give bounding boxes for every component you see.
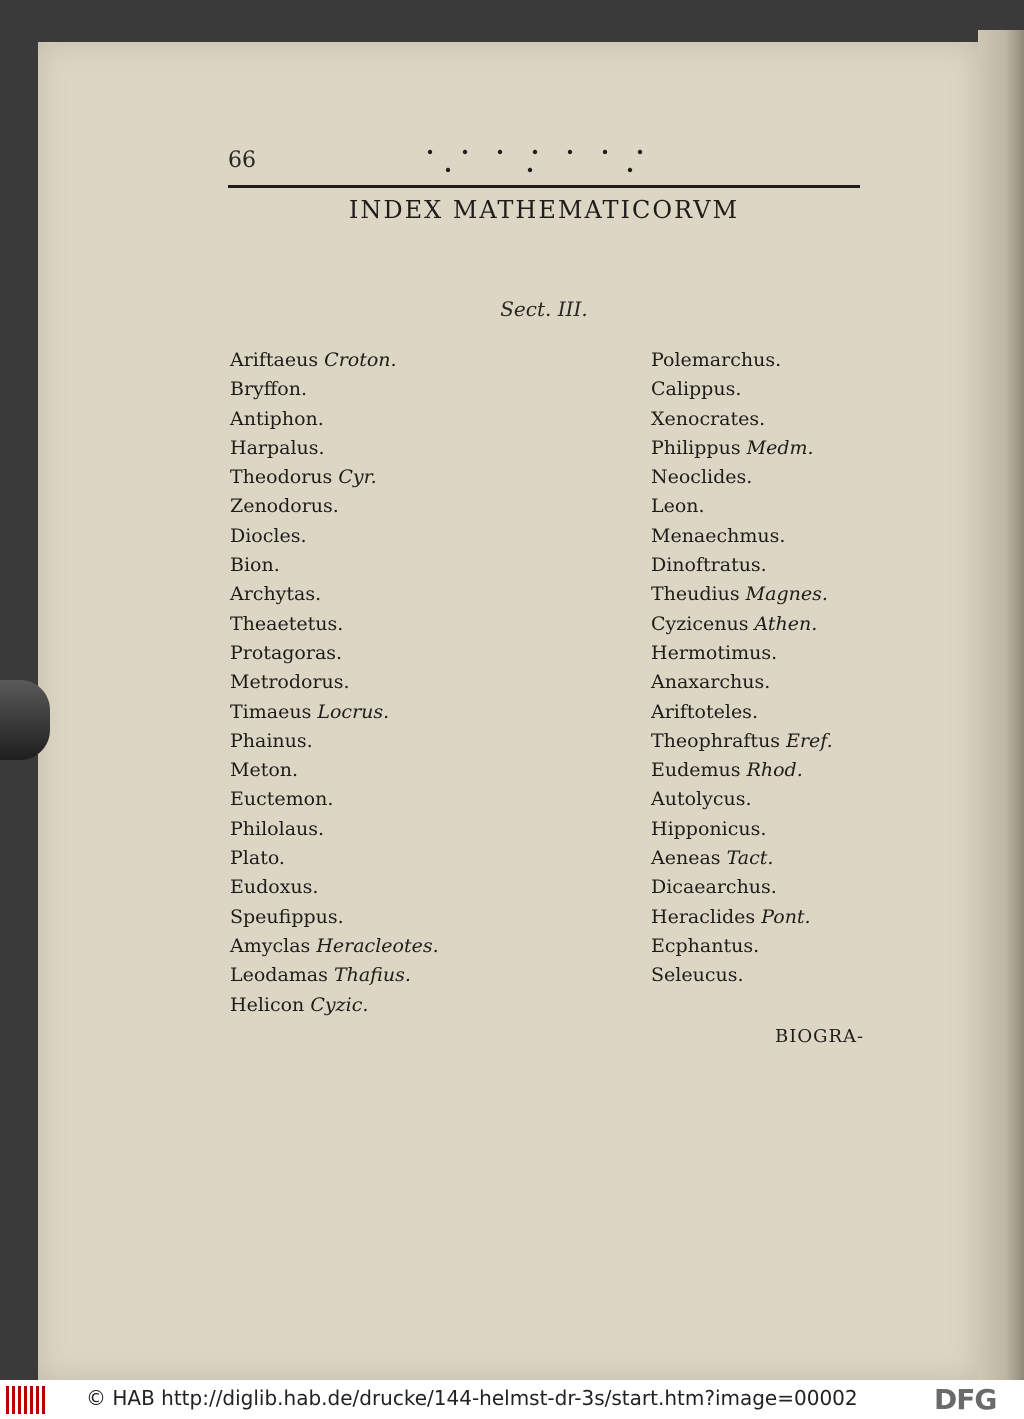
entry-name: Metrodorus. (230, 671, 350, 694)
entry-name: Eudoxus. (230, 876, 319, 899)
page-number: 66 (228, 148, 256, 173)
entry-name: Bion. (230, 554, 280, 577)
entry-epithet: Magnes. (745, 583, 828, 606)
entry-name: Helicon (230, 993, 305, 1016)
list-item (230, 668, 439, 697)
entry-name: Bryffon. (230, 378, 307, 401)
section-heading: Sect. III. (500, 297, 588, 321)
list-item (230, 522, 439, 551)
list-item (651, 375, 833, 404)
list-item (230, 375, 439, 404)
copyright-link[interactable]: © HAB http://diglib.hab.de/drucke/144-helmst-dr-3s/start.htm?image=00002 (86, 1386, 858, 1410)
entry-epithet: Locrus. (317, 700, 390, 723)
list-item (651, 434, 833, 463)
list-item (651, 727, 833, 756)
entry-name: Dicaearchus. (651, 876, 777, 899)
dfg-logo: DFG (934, 1383, 997, 1416)
entry-name: Aeneas (651, 847, 721, 870)
entry-name: Heraclides (651, 905, 756, 928)
list-item (651, 668, 833, 697)
page-title: INDEX MATHEMATICORVM (348, 196, 740, 224)
entry-name: Meton. (230, 759, 299, 782)
entry-name: Cyzicenus (651, 612, 749, 635)
entry-name: Zenodorus. (230, 495, 339, 518)
entry-name: Xenocrates. (651, 407, 766, 430)
list-item (651, 580, 833, 609)
entry-name: Calippus. (651, 378, 742, 401)
entry-name: Ecphantus. (651, 934, 760, 957)
list-item (230, 463, 439, 492)
entry-name: Hipponicus. (651, 817, 767, 840)
entry-name: Timaeus (230, 700, 312, 723)
list-item (230, 405, 439, 434)
entry-name: Theophraftus (651, 729, 781, 752)
list-item (651, 873, 833, 902)
entry-name: Diocles. (230, 524, 307, 547)
list-item (651, 405, 833, 434)
entry-epithet: Eref. (786, 729, 833, 752)
entry-name: Archytas. (230, 583, 322, 606)
entry-name: Menaechmus. (651, 524, 786, 547)
entry-name: Theodorus (230, 466, 333, 489)
ornament-dots (420, 138, 660, 178)
list-item (651, 610, 833, 639)
entry-name: Eudemus (651, 759, 741, 782)
entry-name: Antiphon. (230, 407, 324, 430)
entry-epithet: Thafius. (333, 964, 411, 987)
list-item (230, 844, 439, 873)
list-item (230, 551, 439, 580)
entry-name: Theudius (651, 583, 740, 606)
entry-name: Seleucus. (651, 964, 744, 987)
list-item (230, 932, 439, 961)
list-item (651, 756, 833, 785)
list-item (651, 961, 833, 990)
list-item (230, 639, 439, 668)
entry-name: Anaxarchus. (651, 671, 771, 694)
list-item (651, 522, 833, 551)
entry-epithet: Heracleotes. (316, 934, 439, 957)
entry-name: Autolycus. (651, 788, 752, 811)
right-name-column (651, 346, 833, 991)
entry-epithet: Medm. (746, 436, 814, 459)
book-page (38, 42, 978, 1380)
entry-name: Ariftaeus (230, 349, 319, 371)
entry-name: Speufippus. (230, 905, 344, 928)
list-item (230, 610, 439, 639)
list-item (230, 903, 439, 932)
entry-name: Theaetetus. (230, 612, 344, 635)
entry-epithet: Croton. (324, 349, 397, 371)
list-item (651, 698, 833, 727)
list-item (651, 551, 833, 580)
footer-bar (0, 1380, 1024, 1419)
list-item (651, 815, 833, 844)
entry-epithet: Athen. (754, 612, 818, 635)
entry-name: Leon. (651, 495, 705, 518)
entry-name: Protagoras. (230, 641, 343, 664)
entry-name: Amyclas (230, 934, 311, 957)
entry-epithet: Pont. (761, 905, 811, 928)
entry-epithet: Cyzic. (310, 993, 369, 1016)
header-rule (228, 185, 860, 188)
entry-name: Dinoftratus. (651, 554, 767, 577)
list-item (230, 815, 439, 844)
list-item (651, 932, 833, 961)
entry-epithet: Cyr. (338, 466, 377, 489)
list-item (230, 961, 439, 990)
list-item (230, 785, 439, 814)
list-item (230, 580, 439, 609)
list-item (230, 991, 439, 1020)
list-item (230, 346, 439, 375)
scanner-clamp (0, 680, 50, 760)
catchword: BIOGRA- (775, 1026, 865, 1047)
entry-name: Plato. (230, 847, 285, 870)
list-item (651, 785, 833, 814)
list-item (230, 756, 439, 785)
list-item (651, 463, 833, 492)
list-item (651, 639, 833, 668)
entry-name: Leodamas (230, 964, 328, 987)
list-item (230, 492, 439, 521)
entry-name: Ariftoteles. (651, 700, 758, 723)
entry-name: Phainus. (230, 729, 313, 752)
list-item (230, 727, 439, 756)
entry-epithet: Tact. (726, 847, 774, 870)
entry-name: Euctemon. (230, 788, 334, 811)
entry-name: Hermotimus. (651, 641, 778, 664)
facing-page-edge (978, 30, 1024, 1380)
list-item (651, 844, 833, 873)
entry-name: Polemarchus. (651, 349, 782, 371)
list-item (651, 492, 833, 521)
entry-name: Harpalus. (230, 436, 325, 459)
entry-name: Neoclides. (651, 466, 753, 489)
list-item (651, 903, 833, 932)
entry-name: Philippus (651, 436, 741, 459)
entry-epithet: Rhod. (746, 759, 803, 782)
list-item (651, 346, 833, 375)
left-name-column (230, 346, 439, 1020)
barcode-icon (6, 1386, 48, 1414)
list-item (230, 698, 439, 727)
list-item (230, 434, 439, 463)
entry-name: Philolaus. (230, 817, 325, 840)
list-item (230, 873, 439, 902)
